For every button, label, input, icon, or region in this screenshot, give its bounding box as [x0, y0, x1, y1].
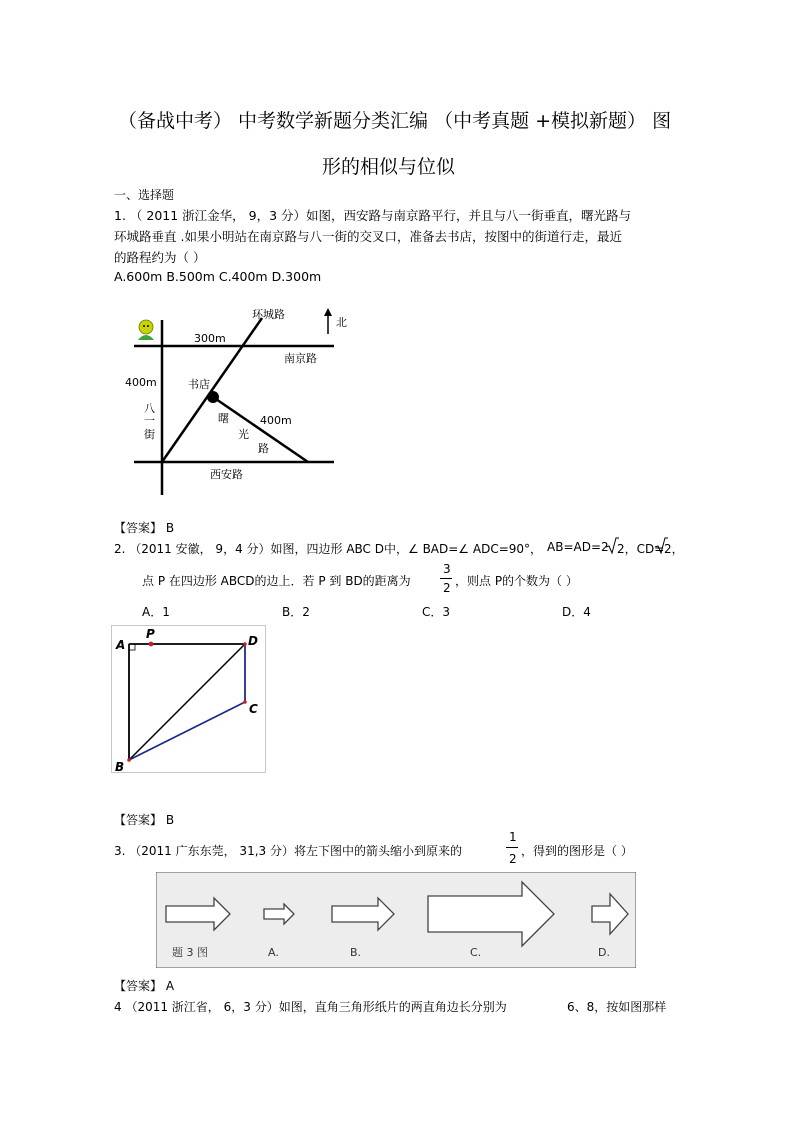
label-c: C [249, 702, 258, 716]
q4-line1a: 4 （2011 浙江省， 6，3 分）如图，直角三角形纸片的两直角边长分别为 [114, 1000, 507, 1014]
q3-line-a: 3. （2011 广东东莞， 31,3 分）将左下图中的箭头缩小到原来的 [114, 844, 462, 858]
label-shu: 曙 [218, 412, 229, 425]
label-north: 北 [336, 316, 347, 329]
q2-line2a: 点 P 在四边形 ABCD的边上．若 P 到 BD的距离为 [142, 574, 411, 588]
label-a: A. [268, 946, 279, 959]
label-xian: 西安路 [210, 468, 243, 481]
q2-line1c: 2，CD= [617, 542, 665, 556]
q2-frac-den: 2 [443, 581, 451, 595]
q2-option-c: C．3 [422, 605, 451, 619]
label-d: D [248, 634, 258, 648]
q2-quadrilateral-figure [111, 625, 267, 775]
q2-line2b: ，则点 P的个数为（ ） [455, 574, 578, 588]
label-d: D. [598, 946, 610, 959]
q3-frac-num: 1 [509, 830, 517, 844]
q2-option-b: B．2 [282, 605, 310, 619]
q3-line-b: ，得到的图形是（ ） [521, 844, 633, 858]
q2-option-d: D．4 [562, 605, 591, 619]
q1-answer: 【答案】 B [114, 521, 175, 535]
q3-arrows-figure [156, 872, 636, 968]
q2-option-a: A．1 [142, 605, 170, 619]
point-p [149, 642, 154, 647]
label-c: C. [470, 946, 482, 959]
label-b: B. [350, 946, 362, 959]
doc-title-line2: 形的相似与位似 [322, 156, 456, 178]
q2-line1a: 2. （2011 安徽， 9，4 分）如图，四边形 ABC D中，∠ BAD=∠ ADC=90°， [114, 542, 543, 556]
label-ba: 八 [144, 402, 155, 415]
section-heading: 一、选择题 [114, 188, 175, 202]
label-huancheng: 环城路 [252, 308, 285, 321]
label-400m-b: 400m [260, 414, 292, 427]
label-bookstore: 书店 [188, 378, 210, 391]
label-jie: 街 [144, 428, 155, 441]
q2-answer: 【答案】 B [114, 813, 175, 827]
label-p: P [146, 627, 155, 641]
q3-answer: 【答案】 A [114, 979, 175, 993]
label-yi: 一 [144, 414, 155, 427]
q4-line1b: 6、8，按如图那样 [567, 1000, 667, 1014]
label-fig3: 题 3 图 [172, 946, 208, 959]
q2-line1b: AB=AD=2 [547, 540, 609, 554]
bookstore-marker [207, 391, 219, 403]
q3-frac-den: 2 [509, 852, 517, 866]
doc-title-line1: （备战中考） 中考数学新题分类汇编 （中考真题 +模拟新题） 图 [118, 110, 672, 132]
label-a: A [116, 638, 126, 652]
north-arrow-icon [324, 308, 332, 334]
label-b: B [115, 760, 125, 774]
label-nanjing: 南京路 [284, 352, 317, 365]
q1-street-map [120, 300, 360, 500]
q2-frac-num: 3 [443, 562, 451, 576]
q1-line2: 环城路垂直 .如果小明站在南京路与八一街的交叉口，准备去书店，按图中的街道行走，最近 [114, 229, 622, 244]
label-lu: 路 [258, 442, 269, 455]
label-guang: 光 [238, 428, 249, 441]
fraction-bar [440, 578, 452, 579]
label-300m: 300m [194, 332, 226, 345]
fraction-bar [506, 847, 518, 848]
q2-line1d: 2， [664, 542, 684, 556]
q1-options: A.600m B.500m C.400m D.300m [114, 269, 322, 284]
q1-line3: 的路程约为（ ） [114, 250, 206, 265]
q1-line1: 1. （ 2011 浙江金华， 9，3 分）如图，西安路与南京路平行，并且与八一街垂直，曙光路与 [114, 208, 632, 223]
person-icon [138, 320, 154, 340]
label-400m-a: 400m [125, 376, 157, 389]
